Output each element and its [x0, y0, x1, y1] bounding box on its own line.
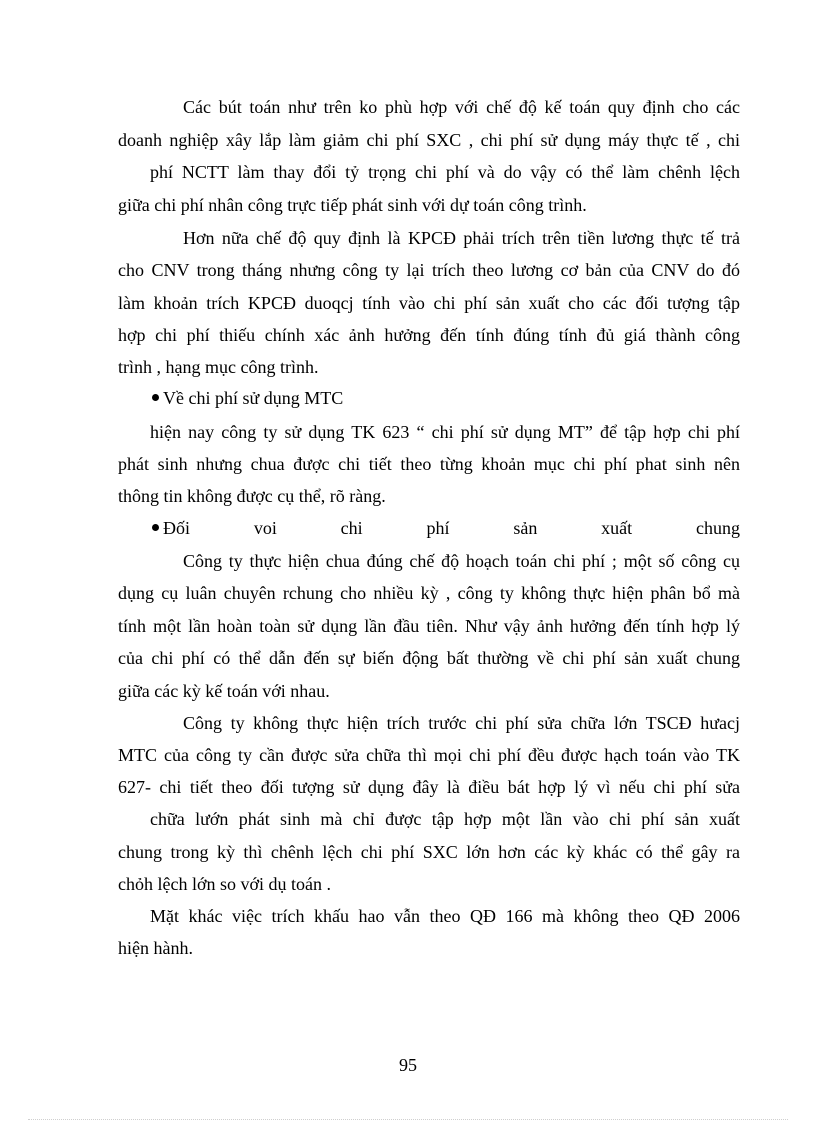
bullet-2-line-3: tính một lần hoàn toàn sử dụng lần đầu tiên. Như vậy ảnh hưởng đến tính hợp lý: [118, 616, 740, 636]
page-number: 95: [399, 1055, 417, 1075]
paragraph-1-line-1: Các bút toán như trên ko phù hợp với chế độ kế toán quy định cho các: [183, 97, 740, 117]
bullet-1-line-1: hiện nay công ty sử dụng TK 623 “ chi phí sử dụng MT” để tập hợp chi phí: [150, 422, 740, 442]
paragraph-1-line-4: giữa chi phí nhân công trực tiếp phát sinh với dự toán công trình.: [118, 195, 587, 215]
paragraph-4-line-2: hiện hành.: [118, 938, 193, 958]
paragraph-3-line-2: MTC của công ty cần được sửa chữa thì mọi chi phí đều được hạch toán vào TK: [118, 745, 740, 765]
page-bottom-divider: [28, 1119, 788, 1120]
bullet-2-heading: [152, 516, 740, 540]
paragraph-2-line-1: Hơn nữa chế độ quy định là KPCĐ phải trích trên tiền lương thực tế trả: [183, 228, 740, 248]
bullet-dot-icon: [152, 524, 159, 531]
paragraph-2-line-5: trình , hạng mục công trình.: [118, 357, 319, 377]
bullet-dot-icon: [152, 394, 159, 401]
paragraph-1-line-3: phí NCTT làm thay đổi tỷ trọng chi phí và do vậy có thể làm chênh lệch: [150, 162, 740, 182]
bullet-2-line-4: của chi phí có thể dẫn đến sự biến động bất thường về chi phí sản xuất chung: [118, 648, 740, 668]
bullet-2-line-5: giữa các kỳ kế toán với nhau.: [118, 681, 330, 701]
paragraph-2-line-3: làm khoản trích KPCĐ duoqcj tính vào chi phí sản xuất cho các đối tượng tập: [118, 293, 740, 313]
paragraph-3-line-6: chỏh lệch lớn so với dụ toán .: [118, 874, 332, 894]
paragraph-1-line-2: doanh nghiệp xây lắp làm giảm chi phí SXC , chi phí sử dụng máy thực tế , chi: [118, 130, 740, 150]
bullet-1-line-2: phát sinh nhưng chua được chi tiết theo từng khoản mục chi phí phat sinh nên: [118, 454, 740, 474]
paragraph-2-line-2: cho CNV trong tháng nhưng công ty lại trích theo lương cơ bản của CNV do đó: [118, 260, 740, 280]
paragraph-3-line-3: 627- chi tiết theo đối tượng sử dụng đây là điều bát hợp lý vì nếu chi phí sửa: [118, 777, 740, 797]
paragraph-2-line-4: hợp chi phí thiếu chính xác ảnh hưởng đến tính đúng tính đủ giá thành công: [118, 325, 740, 345]
bullet-2-line-2: dụng cụ luân chuyên rchung cho nhiều kỳ , công ty không thực hiện phân bổ mà: [118, 583, 740, 603]
paragraph-3-line-4: chữa lướn phát sinh mà chỉ được tập hợp một lần vào chi phí sản xuất: [150, 809, 740, 829]
bullet-1-heading: [152, 386, 343, 410]
bullet-2-heading-text: Đối voi chi phí sản xuất chung: [163, 518, 740, 538]
paragraph-4-line-1: Mặt khác việc trích khấu hao vẫn theo QĐ 166 mà không theo QĐ 2006: [150, 906, 740, 926]
bullet-2-line-1: Công ty thực hiện chua đúng chế độ hoạch toán chi phí ; một số công cụ: [183, 551, 740, 571]
bullet-1-heading-text: Về chi phí sử dụng MTC: [163, 388, 344, 408]
bullet-1-line-3: thông tin không được cụ thể, rõ ràng.: [118, 486, 386, 506]
paragraph-3-line-1: Công ty không thực hiện trích trước chi phí sửa chữa lớn TSCĐ hưacj: [183, 713, 740, 733]
paragraph-3-line-5: chung trong kỳ thì chênh lệch chi phí SXC lớn hơn các kỳ khác có thể gây ra: [118, 842, 740, 862]
